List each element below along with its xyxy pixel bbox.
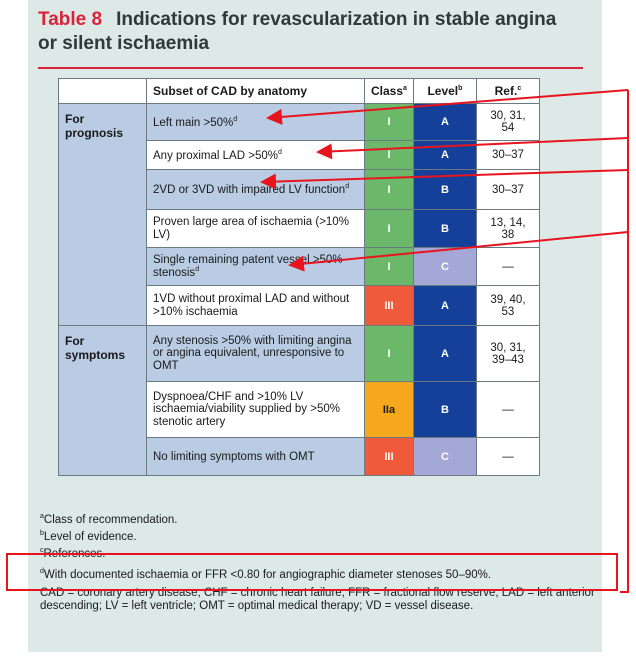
ref-cell: — xyxy=(476,248,539,286)
level-cell: C xyxy=(413,248,476,286)
class-cell: I xyxy=(365,326,414,382)
arrow-single-vessel xyxy=(290,232,628,265)
ref-cell: 30, 31, 54 xyxy=(476,104,539,141)
level-cell: B xyxy=(413,210,476,248)
footnote-a: $^a$Class of recommendation. xyxy=(40,513,178,526)
subset-cell: No limiting symptoms with OMT xyxy=(147,438,365,476)
subset-cell: Single remaining patent vessel >50% stenosis$^d$ xyxy=(147,248,365,286)
ref-cell: 30–37 xyxy=(476,141,539,170)
arrow-left-main xyxy=(268,90,628,118)
class-cell: I xyxy=(365,141,414,170)
subset-cell: Proven large area of ischaemia (>10% LV) xyxy=(147,210,365,248)
group-label-symptoms: For symptoms xyxy=(59,326,147,476)
table-number: Table 8 xyxy=(38,9,103,30)
header-ref: Ref.$^c$ xyxy=(476,79,539,104)
ref-cell: — xyxy=(476,382,539,438)
header-class: Class$^a$ xyxy=(365,79,414,104)
level-cell: A xyxy=(413,286,476,326)
class-cell: I xyxy=(365,210,414,248)
class-cell: I xyxy=(365,170,414,210)
level-cell: B xyxy=(413,170,476,210)
subset-cell: Any stenosis >50% with limiting angina or angina equivalent, unresponsive to OMT xyxy=(147,326,365,382)
header-subset: Subset of CAD by anatomy xyxy=(147,79,365,104)
footnote-c: $^c$References. xyxy=(40,546,106,560)
level-cell: A xyxy=(413,141,476,170)
arrow-2vd-3vd xyxy=(262,170,628,182)
class-cell: III xyxy=(365,286,414,326)
group-label-prognosis: For prognosis xyxy=(59,104,147,326)
subset-cell: 2VD or 3VD with impaired LV function$^d$ xyxy=(147,170,365,210)
level-cell: B xyxy=(413,382,476,438)
ref-cell: 30–37 xyxy=(476,170,539,210)
class-cell: I xyxy=(365,104,414,141)
class-cell: IIa xyxy=(365,382,414,438)
footnote-abbreviations: CAD = coronary artery disease; CHF = chronic heart failure; FFR = fractional flow reserve; LAD = left anterior descending; LV = left ventricle; OMT = optimal medical therapy; VD = vessel disease. xyxy=(40,587,595,613)
footnote-b: $^b$Level of evidence. xyxy=(40,529,137,543)
ref-cell: — xyxy=(476,438,539,476)
level-cell: C xyxy=(413,438,476,476)
footnote-d: $^d$With documented ischaemia or FFR <0.80 for angiographic diameter stenoses 50–90%. xyxy=(40,568,492,582)
ref-cell: 39, 40, 53 xyxy=(476,286,539,326)
ref-cell: 30, 31, 39–43 xyxy=(476,326,539,382)
subset-cell: Dyspnoea/CHF and >10% LV ischaemia/viability supplied by >50% stenotic artery xyxy=(147,382,365,438)
arrow-proximal-lad xyxy=(318,138,628,152)
subset-cell: Left main >50%$^d$ xyxy=(147,104,365,141)
level-cell: A xyxy=(413,104,476,141)
header-level: Level$^b$ xyxy=(413,79,476,104)
class-cell: I xyxy=(365,248,414,286)
subset-cell: Any proximal LAD >50%$^d$ xyxy=(147,141,365,170)
bracket-line xyxy=(620,90,628,592)
level-cell: A xyxy=(413,326,476,382)
class-cell: III xyxy=(365,438,414,476)
subset-cell: 1VD without proximal LAD and without >10% ischaemia xyxy=(147,286,365,326)
ref-cell: 13, 14, 38 xyxy=(476,210,539,248)
table-title-text: Indications for revascularization in stable angina or silent ischaemia xyxy=(38,9,557,54)
